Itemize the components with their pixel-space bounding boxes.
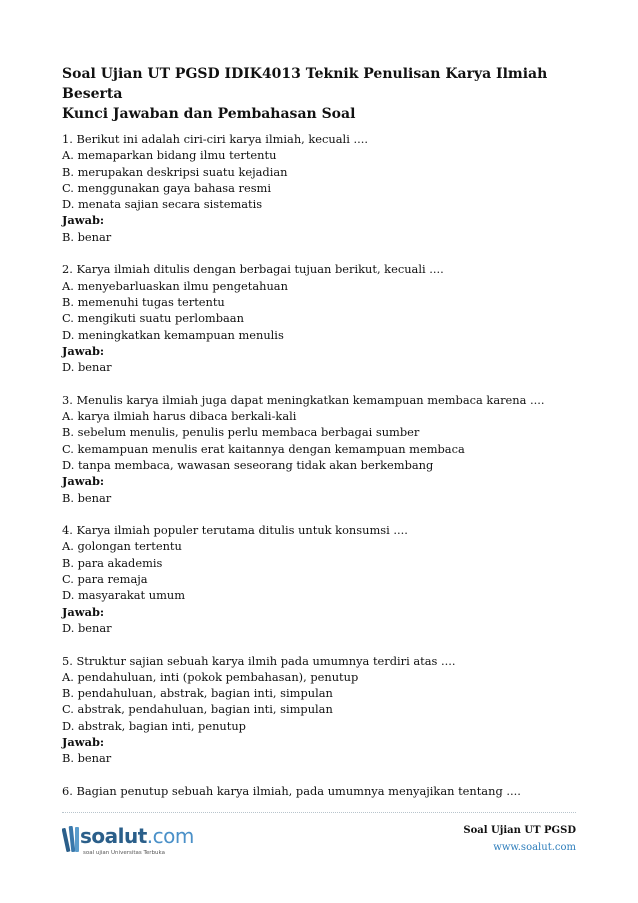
question-block: [62, 653, 582, 767]
logo-tagline: soal ujian Universitas Terbuka: [83, 850, 166, 856]
question-text: 2. Karya ilmiah ditulis dengan berbagai tujuan berikut, kecuali ....: [62, 262, 444, 277]
question-block: [62, 392, 582, 506]
option-d: D. masyarakat umum: [62, 588, 186, 603]
document-title: [62, 64, 582, 124]
option-b: B. sebelum menulis, penulis perlu membaca berbagai sumber: [62, 425, 420, 440]
question-list: [62, 131, 582, 815]
option-a: A. pendahuluan, inti (pokok pembahasan), penutup: [62, 669, 359, 684]
footer-info: [463, 822, 576, 856]
question-block: [62, 261, 582, 375]
logo-wordmark: [80, 824, 194, 848]
books-icon: [62, 824, 82, 860]
answer-text: D. benar: [62, 620, 112, 635]
option-a: A. karya ilmiah harus dibaca berkali-kali: [62, 409, 297, 424]
question-text: 1. Berikut ini adalah ciri-ciri karya ilmiah, kecuali ....: [62, 132, 368, 146]
option-c: C. abstrak, pendahuluan, bagian inti, simpulan: [62, 702, 333, 717]
footer-url-link[interactable]: www.soalut.com: [493, 842, 576, 853]
option-d: D. abstrak, bagian inti, penutup: [62, 718, 246, 733]
option-a: A. golongan tertentu: [62, 539, 182, 554]
answer-text: B. benar: [62, 490, 112, 505]
option-c: C. menggunakan gaya bahasa resmi: [62, 180, 271, 195]
soalut-logo[interactable]: [62, 822, 202, 866]
option-c: C. para remaja: [62, 572, 148, 587]
question-text: 5. Struktur sajian sebuah karya ilmih pada umumnya terdiri atas ....: [62, 653, 456, 668]
answer-label: Jawab:: [62, 213, 105, 228]
title-line-1: Soal Ujian UT PGSD IDIK4013 Teknik Penulisan Karya Ilmiah Beserta: [62, 66, 548, 102]
option-c: C. mengikuti suatu perlombaan: [62, 311, 244, 326]
option-a: A. memaparkan bidang ilmu tertentu: [62, 148, 277, 163]
footer-title: Soal Ujian UT PGSD: [463, 825, 576, 836]
answer-label: Jawab:: [62, 343, 105, 358]
question-block: [62, 131, 582, 245]
option-d: D. tanpa membaca, wawasan seseorang tidak akan berkembang: [62, 457, 434, 472]
option-d: D. menata sajian secara sistematis: [62, 197, 263, 212]
answer-label: Jawab:: [62, 734, 105, 749]
option-a: A. menyebarluaskan ilmu pengetahuan: [62, 278, 288, 293]
answer-text: B. benar: [62, 229, 112, 244]
option-b: B. memenuhi tugas tertentu: [62, 294, 225, 309]
answer-label: Jawab:: [62, 604, 105, 619]
question-text: 3. Menulis karya ilmiah juga dapat meningkatkan kemampuan membaca karena ....: [62, 392, 545, 407]
option-d: D. meningkatkan kemampuan menulis: [62, 327, 284, 342]
footer-divider: [62, 812, 576, 813]
question-block: [62, 522, 582, 636]
question-text: 6. Bagian penutup sebuah karya ilmiah, pada umumnya menyajikan tentang ....: [62, 783, 521, 798]
logo-tld: .com: [146, 824, 194, 848]
answer-text: D. benar: [62, 360, 112, 375]
option-b: B. para akademis: [62, 555, 163, 570]
option-b: B. pendahuluan, abstrak, bagian inti, simpulan: [62, 686, 333, 701]
question-text: 4. Karya ilmiah populer terutama ditulis untuk konsumsi ....: [62, 523, 408, 538]
answer-text: B. benar: [62, 751, 112, 766]
option-b: B. merupakan deskripsi suatu kejadian: [62, 164, 288, 179]
title-line-2: Kunci Jawaban dan Pembahasan Soal: [62, 106, 356, 122]
question-block: [62, 783, 582, 799]
option-c: C. kemampuan menulis erat kaitannya dengan kemampuan membaca: [62, 441, 465, 456]
answer-label: Jawab:: [62, 474, 105, 489]
logo-brand: soalut: [80, 824, 147, 848]
